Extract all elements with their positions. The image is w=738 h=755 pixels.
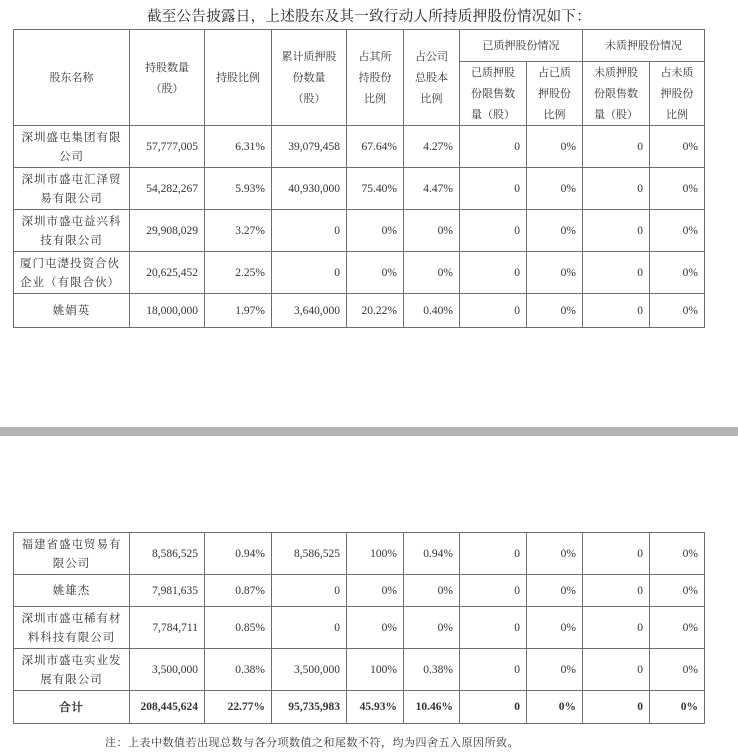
shares-cell: 54,282,267 (130, 168, 205, 210)
pledged-total-cell: 8,586,525 (272, 533, 347, 575)
shares-cell: 8,586,525 (130, 533, 205, 575)
ratio-cell: 2.25% (205, 252, 272, 294)
shares-cell: 7,784,711 (130, 607, 205, 649)
header-pct-of-total: 占公司 总股本 比例 (404, 30, 460, 126)
shareholder-name: 深圳市盛屯益兴科 技有限公司 (14, 210, 130, 252)
pledged-total-cell: 3,640,000 (272, 294, 347, 328)
shareholder-name: 深圳市盛屯稀有材 料科技有限公司 (14, 607, 130, 649)
pledged-restricted-pct-cell: 0% (527, 252, 583, 294)
pct-of-total-cell: 0% (404, 210, 460, 252)
pct-of-total-cell: 4.27% (404, 126, 460, 168)
header-pledged-restricted-pct: 占已质 押股份 比例 (527, 62, 583, 126)
pledged-restricted-cell: 0 (460, 649, 527, 691)
ratio-cell: 1.97% (205, 294, 272, 328)
unpledged-restricted-pct-cell: 0% (650, 210, 705, 252)
shareholder-name: 姚娟英 (14, 294, 130, 328)
unpledged-restricted-cell: 0 (583, 126, 650, 168)
pledged-restricted-pct-cell: 0% (527, 649, 583, 691)
total-pct-of-holding: 45.93% (347, 691, 404, 724)
pledged-restricted-pct-cell: 0% (527, 575, 583, 607)
shares-cell: 57,777,005 (130, 126, 205, 168)
pledged-total-cell: 40,930,000 (272, 168, 347, 210)
pct-of-total-cell: 0% (404, 607, 460, 649)
header-name: 股东名称 (14, 30, 130, 126)
header-shares: 持股数量 （股） (130, 30, 205, 126)
pledged-restricted-cell: 0 (460, 252, 527, 294)
header-unpledged-group: 未质押股份情况 (583, 30, 705, 62)
pct-of-holding-cell: 75.40% (347, 168, 404, 210)
pledged-restricted-cell: 0 (460, 294, 527, 328)
total-row (14, 691, 705, 724)
pct-of-total-cell: 0% (404, 575, 460, 607)
ratio-cell: 0.85% (205, 607, 272, 649)
total-pledged-restricted: 0 (460, 691, 527, 724)
unpledged-restricted-pct-cell: 0% (650, 533, 705, 575)
pledged-restricted-cell: 0 (460, 607, 527, 649)
shareholder-name: 深圳市盛屯汇泽贸 易有限公司 (14, 168, 130, 210)
ratio-cell: 0.87% (205, 575, 272, 607)
pct-of-holding-cell: 20.22% (347, 294, 404, 328)
unpledged-restricted-pct-cell: 0% (650, 168, 705, 210)
shares-cell: 7,981,635 (130, 575, 205, 607)
table-row (14, 252, 705, 294)
pct-of-total-cell: 0% (404, 252, 460, 294)
pledged-restricted-pct-cell: 0% (527, 168, 583, 210)
unpledged-restricted-pct-cell: 0% (650, 126, 705, 168)
pledged-total-cell: 39,079,458 (272, 126, 347, 168)
unpledged-restricted-pct-cell: 0% (650, 649, 705, 691)
table-row (14, 533, 705, 575)
unpledged-restricted-cell: 0 (583, 607, 650, 649)
header-pledged-restricted: 已质押股 份限售数 量（股） (460, 62, 527, 126)
unpledged-restricted-pct-cell: 0% (650, 252, 705, 294)
table-row (14, 168, 705, 210)
total-pct-of-total: 10.46% (404, 691, 460, 724)
total-pledged-restricted-pct: 0% (527, 691, 583, 724)
pledged-restricted-pct-cell: 0% (527, 294, 583, 328)
pledge-table-part1 (13, 29, 705, 328)
pledged-restricted-cell: 0 (460, 210, 527, 252)
unpledged-restricted-cell: 0 (583, 533, 650, 575)
pledged-restricted-cell: 0 (460, 168, 527, 210)
pledged-total-cell: 0 (272, 575, 347, 607)
ratio-cell: 0.38% (205, 649, 272, 691)
shareholder-name: 福建省盛屯贸易有 限公司 (14, 533, 130, 575)
shareholder-name: 深圳市盛屯实业发 展有限公司 (14, 649, 130, 691)
pct-of-holding-cell: 0% (347, 210, 404, 252)
pct-of-holding-cell: 100% (347, 649, 404, 691)
pct-of-total-cell: 0.40% (404, 294, 460, 328)
pledged-total-cell: 3,500,000 (272, 649, 347, 691)
pledged-total-cell: 0 (272, 210, 347, 252)
table-row (14, 607, 705, 649)
shareholder-name: 姚雄杰 (14, 575, 130, 607)
table-row (14, 294, 705, 328)
pledged-restricted-cell: 0 (460, 126, 527, 168)
pledged-restricted-cell: 0 (460, 533, 527, 575)
pledged-restricted-pct-cell: 0% (527, 126, 583, 168)
unpledged-restricted-cell: 0 (583, 210, 650, 252)
header-unpledged-restricted-pct: 占未质 押股份 比例 (650, 62, 705, 126)
unpledged-restricted-cell: 0 (583, 294, 650, 328)
pct-of-holding-cell: 0% (347, 607, 404, 649)
pct-of-holding-cell: 67.64% (347, 126, 404, 168)
unpledged-restricted-cell: 0 (583, 649, 650, 691)
pledged-restricted-pct-cell: 0% (527, 210, 583, 252)
unpledged-restricted-pct-cell: 0% (650, 294, 705, 328)
pct-of-total-cell: 0.94% (404, 533, 460, 575)
pct-of-holding-cell: 0% (347, 252, 404, 294)
pledged-restricted-pct-cell: 0% (527, 533, 583, 575)
ratio-cell: 0.94% (205, 533, 272, 575)
ratio-cell: 5.93% (205, 168, 272, 210)
table-row (14, 649, 705, 691)
total-label: 合计 (14, 691, 130, 724)
total-pledged: 95,735,983 (272, 691, 347, 724)
total-unpledged-restricted: 0 (583, 691, 650, 724)
ratio-cell: 3.27% (205, 210, 272, 252)
page-break-divider (0, 427, 738, 436)
shareholder-name: 深圳盛屯集团有限 公司 (14, 126, 130, 168)
pledged-restricted-cell: 0 (460, 575, 527, 607)
header-ratio: 持股比例 (205, 30, 272, 126)
header-pledged-group: 已质押股份情况 (460, 30, 583, 62)
document-page-2 (0, 436, 738, 755)
unpledged-restricted-cell: 0 (583, 252, 650, 294)
pledged-total-cell: 0 (272, 252, 347, 294)
header-pledged-total: 累计质押股 份数量 （股） (272, 30, 347, 126)
shareholder-name: 厦门屯濋投资合伙 企业（有限合伙） (14, 252, 130, 294)
pledged-restricted-pct-cell: 0% (527, 607, 583, 649)
total-shares: 208,445,624 (130, 691, 205, 724)
pct-of-holding-cell: 0% (347, 575, 404, 607)
shares-cell: 29,908,029 (130, 210, 205, 252)
pct-of-total-cell: 4.47% (404, 168, 460, 210)
unpledged-restricted-cell: 0 (583, 575, 650, 607)
pledge-table-part2 (13, 532, 705, 724)
table-row (14, 575, 705, 607)
header-pct-of-holding: 占其所 持股份 比例 (347, 30, 404, 126)
total-ratio: 22.77% (205, 691, 272, 724)
ratio-cell: 6.31% (205, 126, 272, 168)
unpledged-restricted-pct-cell: 0% (650, 607, 705, 649)
unpledged-restricted-pct-cell: 0% (650, 575, 705, 607)
pct-of-total-cell: 0.38% (404, 649, 460, 691)
shares-cell: 3,500,000 (130, 649, 205, 691)
unpledged-restricted-cell: 0 (583, 168, 650, 210)
pledged-total-cell: 0 (272, 607, 347, 649)
shares-cell: 20,625,452 (130, 252, 205, 294)
total-unpledged-restricted-pct: 0% (650, 691, 705, 724)
header-unpledged-restricted: 未质押股 份限售数 量（股） (583, 62, 650, 126)
shares-cell: 18,000,000 (130, 294, 205, 328)
footnote: 注：上表中数值若出现总数与各分项数值之和尾数不符，均为四舍五入原因所致。 (105, 736, 519, 749)
intro-text: 截至公告披露日，上述股东及其一致行动人所持质押股份情况如下： (147, 9, 591, 25)
table-row (14, 210, 705, 252)
table-row (14, 126, 705, 168)
pct-of-holding-cell: 100% (347, 533, 404, 575)
